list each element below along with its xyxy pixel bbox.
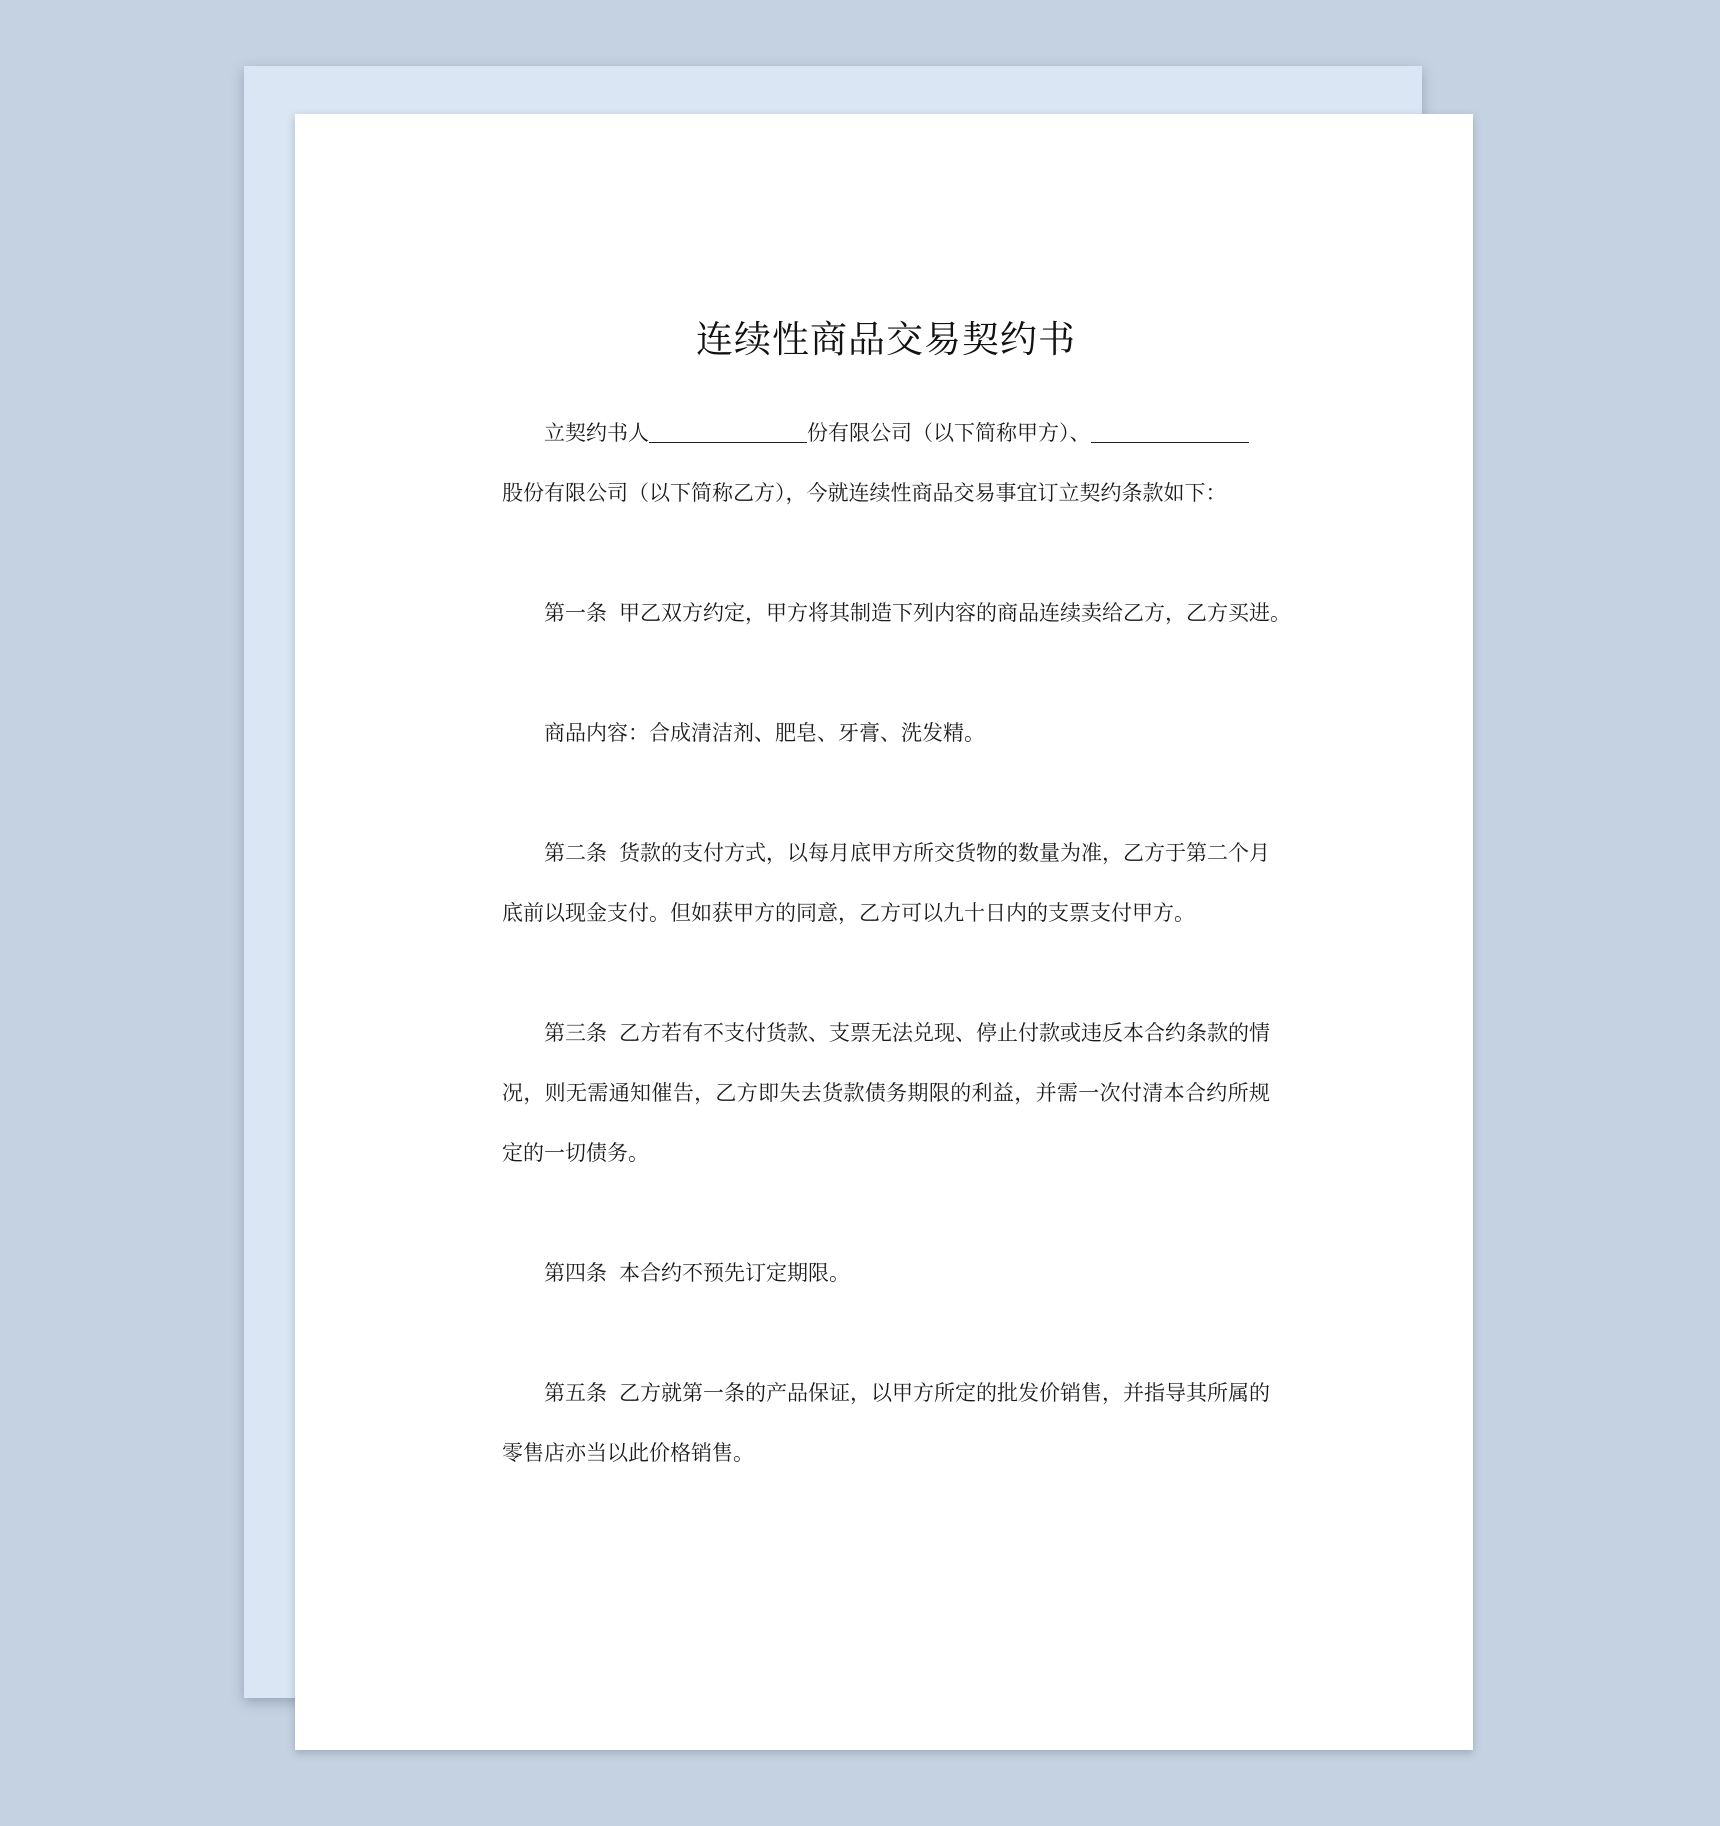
article-text: 乙方若有不支付货款、支票无法兑现、停止付款或违反本合约条款的情况，则无需通知催告，乙方即失去货款债务期限的利益，并需一次付清本合约所规定的一切债务。: [502, 1021, 1270, 1165]
party-a-blank[interactable]: [649, 420, 807, 443]
product-contents: [502, 703, 1270, 763]
article-3: [502, 1003, 1270, 1183]
intro-text-1: 立契约书人: [544, 421, 649, 445]
document-title: 连续性商品交易契约书: [696, 318, 1076, 361]
article-label: 第五条: [544, 1381, 607, 1405]
article-text: 乙方就第一条的产品保证，以甲方所定的批发价销售，并指导其所属的零售店亦当以此价格销售。: [502, 1381, 1270, 1465]
article-text: 本合约不预先订定期限。: [619, 1261, 850, 1285]
article-2: [502, 823, 1270, 943]
article-label: 第四条: [544, 1261, 607, 1285]
party-b-blank[interactable]: [1091, 420, 1249, 443]
article-5: [502, 1363, 1270, 1483]
article-1: [502, 583, 1291, 643]
article-text: 商品内容：合成清洁剂、肥皂、牙膏、洗发精。: [544, 721, 985, 745]
article-label: 第二条: [544, 841, 607, 865]
document-page: [295, 114, 1473, 1750]
article-label: 第三条: [544, 1021, 607, 1045]
article-label: 第一条: [544, 601, 607, 625]
intro-paragraph-continued: [502, 463, 1270, 523]
article-text: 货款的支付方式，以每月底甲方所交货物的数量为准，乙方于第二个月底前以现金支付。但如获甲方的同意，乙方可以九十日内的支票支付甲方。: [502, 841, 1270, 925]
intro-paragraph: [502, 403, 1270, 463]
intro-text-2: 份有限公司（以下简称甲方）、: [807, 421, 1091, 445]
intro-text-3: 股份有限公司（以下简称乙方），今就连续性商品交易事宜订立契约条款如下：: [502, 481, 1227, 505]
article-text: 甲乙双方约定，甲方将其制造下列内容的商品连续卖给乙方，乙方买进。: [619, 601, 1291, 625]
article-4: [502, 1243, 1270, 1303]
